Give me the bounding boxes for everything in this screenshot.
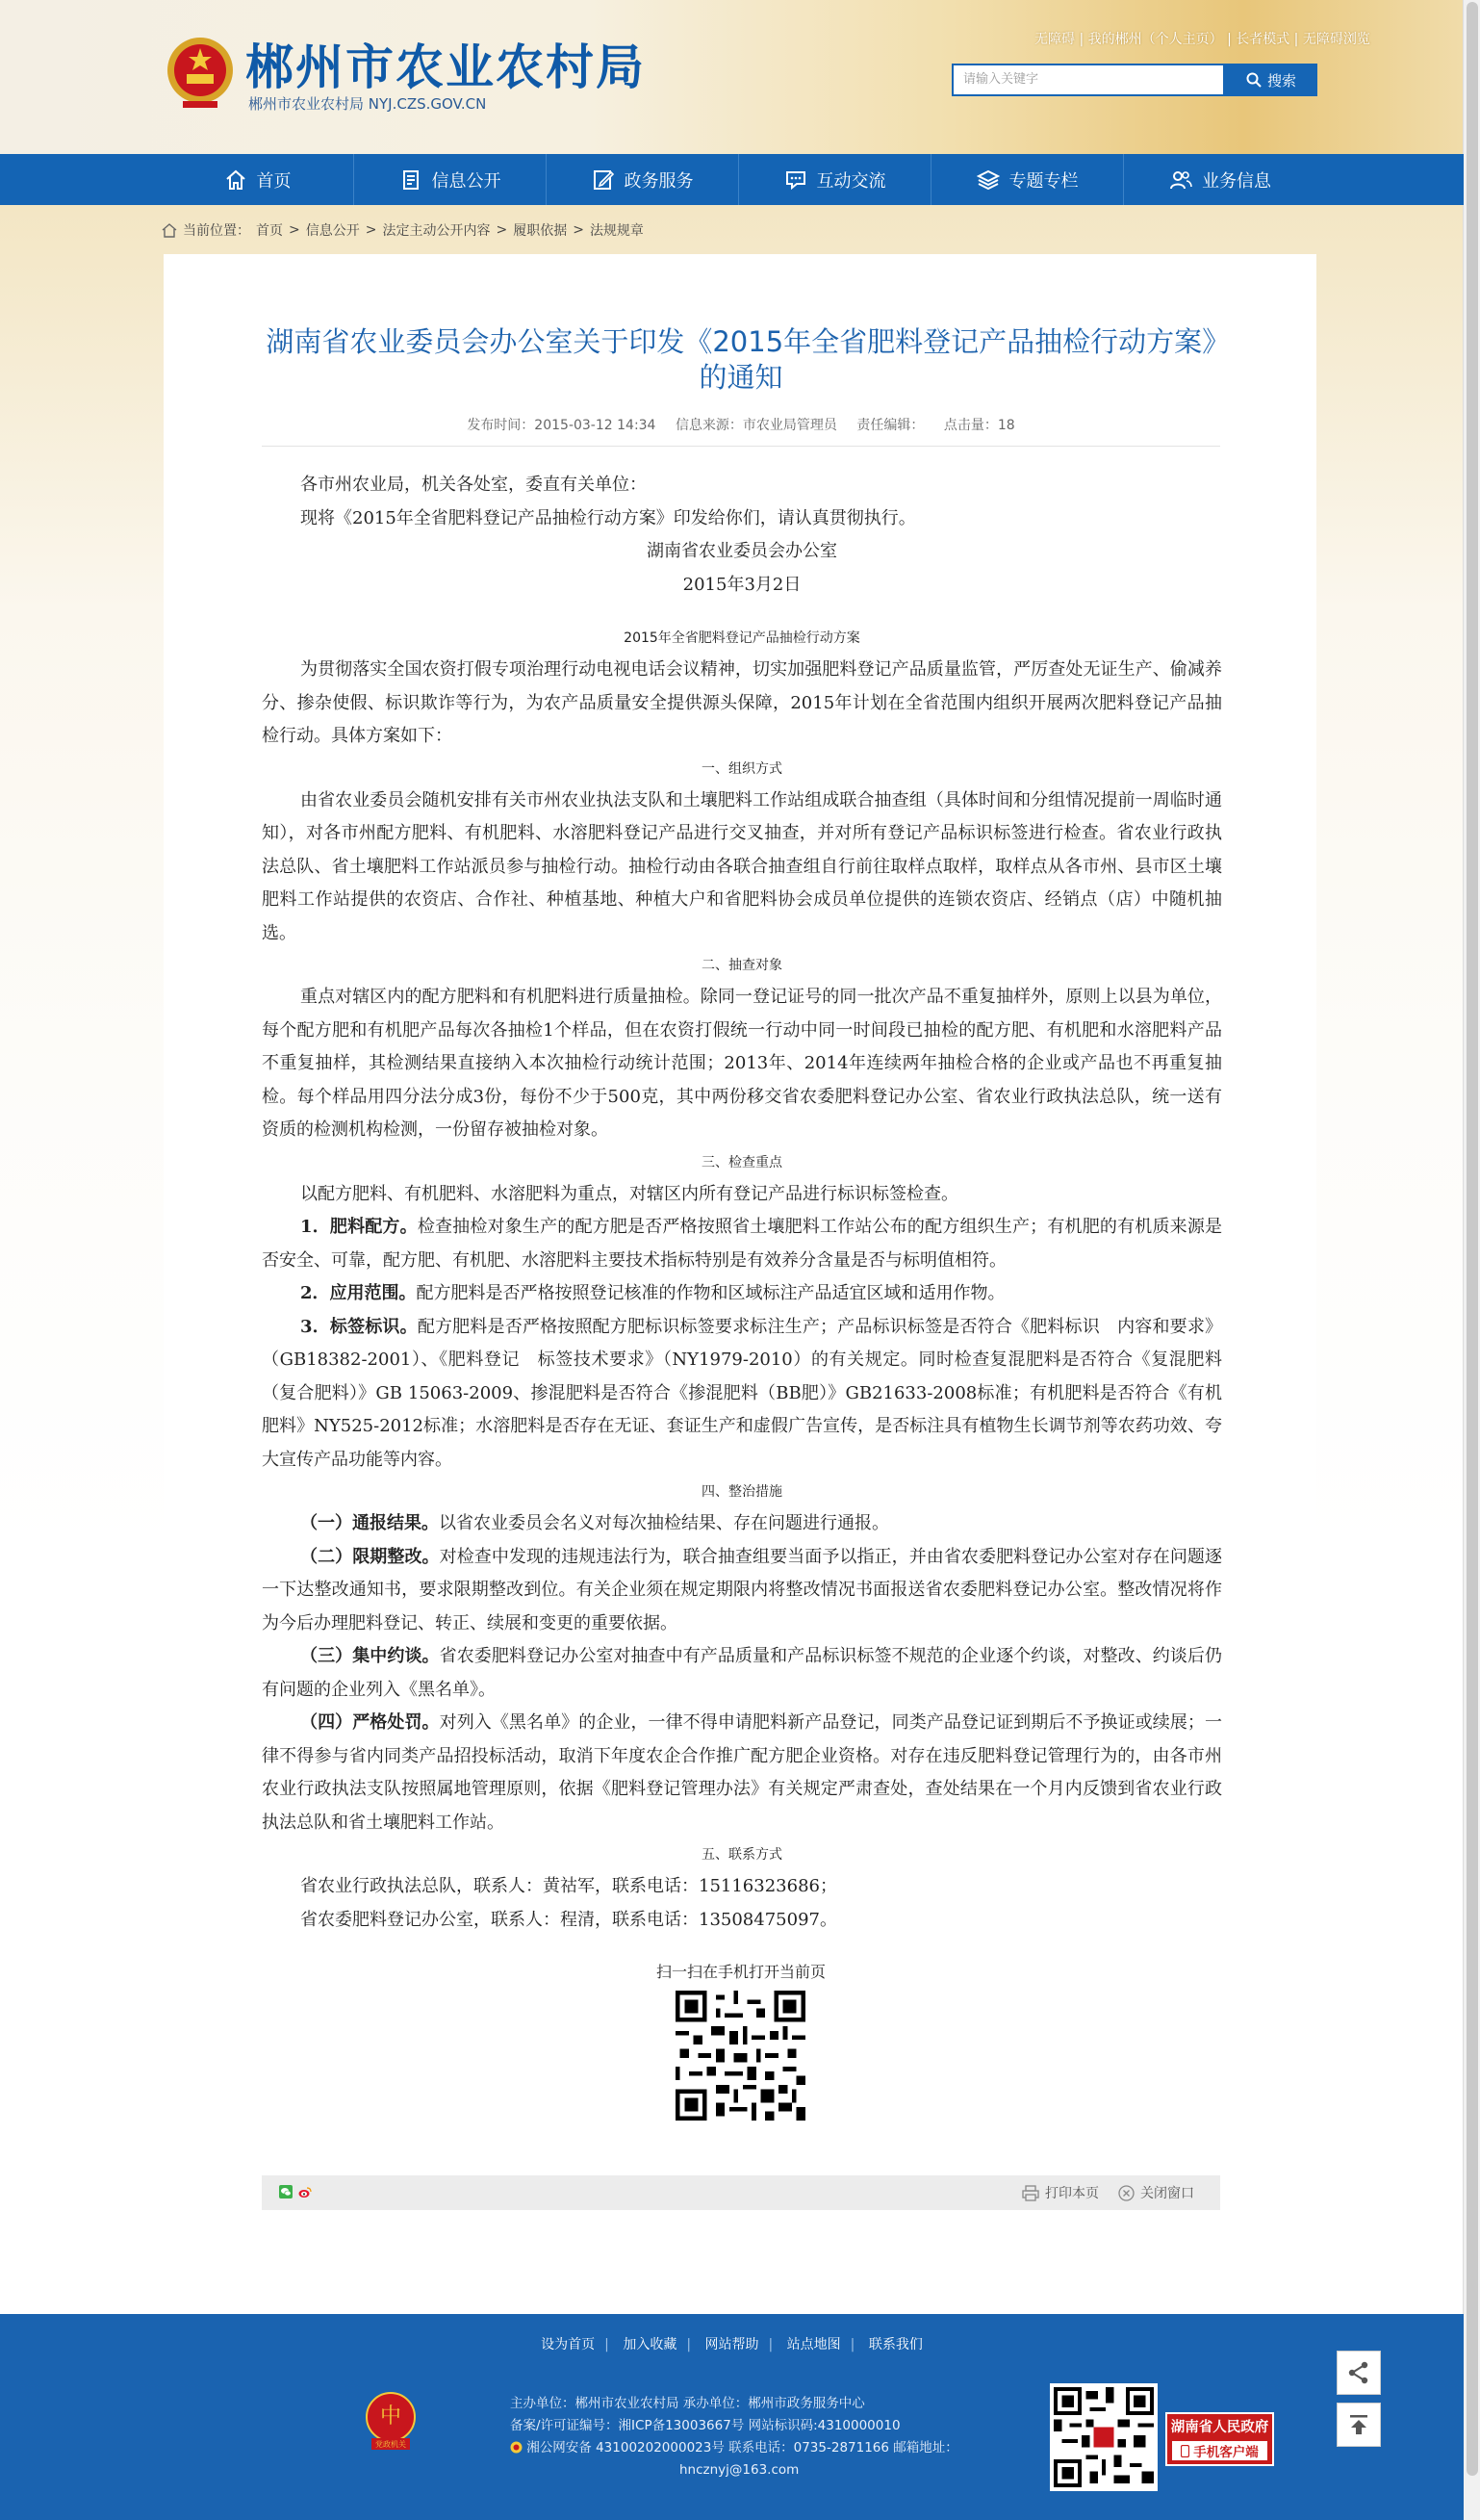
site-subtitle: 郴州市农业农村局 NYJ.CZS.GOV.CN [248, 95, 487, 113]
top-links[interactable]: 无障碍 | 我的郴州（个人主页） | 长者模式 | 无障碍浏览 [1034, 32, 1370, 47]
check-item-text: 配方肥料是否严格按照配方肥标识标签要求标注生产；产品标识标签是否符合《肥料标识 内容和要求》（GB18382-2001）、《肥料登记 标签技术要求》（NY1979-2010）的有关规定。同时检查复混肥料是否符合《复混肥料（复合肥料）》GB 15063-2009、掺混肥料是否符合《掺混肥料（BB肥）》GB21633-2008标准；有机肥料是否符合《有机肥料》NY525-2012标准；水溶肥料是否存在无证、套证生产和虚假广告宣传，是否标注具有植物生长调节剂等农药功效、夸大宣传产品功能等内容。 [262, 1316, 1223, 1470]
breadcrumb-separator: > [496, 222, 508, 238]
footer-police-text: 湘公网安备 43100202000023号 联系电话：0735-2871166 邮箱地址： [526, 2440, 958, 2456]
home-icon [224, 168, 247, 192]
nav-item-label: 政务服务 [624, 170, 694, 192]
article-title: 湖南省农业委员会办公室关于印发《2015年全省肥料登记产品抽检行动方案》的通知 [266, 325, 1216, 394]
share-icon [1346, 2360, 1371, 2385]
article-body [262, 469, 1222, 1937]
measure-item-label: （一）通报结果。 [300, 1513, 439, 1533]
spacer [262, 602, 1222, 623]
footer-link-homepage[interactable]: 设为首页 [541, 2337, 596, 2353]
gov-app-title: 湖南省人民政府 [1170, 2420, 1269, 2435]
close-window-button[interactable] [1118, 2183, 1194, 2202]
people-icon [1169, 168, 1192, 192]
back-to-top-button[interactable] [1337, 2403, 1381, 2447]
gov-app-subtitle [1172, 2441, 1267, 2460]
wechat-icon[interactable] [279, 2185, 293, 2199]
measure-item [262, 1541, 1222, 1641]
footer-separator: | [850, 2337, 855, 2353]
search-button[interactable] [1225, 64, 1317, 96]
close-circle-icon [1118, 2185, 1135, 2201]
section-paragraph: 重点对辖区内的配方肥料和有机肥料进行质量抽检。除同一登记证号的同一批次产品不重复抽样外，原则上以县为单位，每个配方肥和有机肥产品每次各抽检1个样品，但在农资打假统一行动中同一时间段已抽检的配方肥、有机肥和水溶肥料产品不重复抽样，其检测结果直接纳入本次抽检行动统计范围；2013年、2014年连续两年抽检合格的企业或产品也不再重复抽检。每个样品用四分法分成3份，每份不少于500克，其中两份移交省农委肥料登记办公室、省农业行政执法总队，统一送有资质的检测机构检测，一份留存被抽检对象。 [262, 987, 1222, 1140]
main-nav [0, 154, 1464, 205]
nav-item-info-disclosure[interactable] [354, 154, 547, 205]
footer-police [510, 2437, 991, 2459]
section-heading: 二、抽查对象 [702, 958, 782, 973]
home-icon [162, 223, 177, 238]
breadcrumb-item[interactable]: 履职依据 [513, 223, 568, 239]
footer-info [510, 2393, 991, 2481]
section-heading: 三、检查重点 [702, 1154, 782, 1170]
nav-item-label: 信息公开 [431, 170, 501, 192]
search-input[interactable]: 请输入关键字 [952, 64, 1225, 96]
footer-link-sitemap[interactable]: 站点地图 [786, 2337, 841, 2353]
nav-item-label: 首页 [256, 170, 292, 192]
measure-item-text: 省农委肥料登记办公室对抽查中有产品质量和产品标识标签不规范的企业逐个约谈，对整改、约谈后仍有问题的企业列入《黑名单》。 [262, 1646, 1223, 1700]
scrollbar-thumb[interactable] [1467, 2, 1478, 2476]
chat-icon [784, 168, 807, 192]
breadcrumb-prefix: 当前位置： [183, 223, 250, 239]
printer-icon [1022, 2185, 1039, 2201]
print-button[interactable] [1022, 2183, 1099, 2202]
nav-item-label: 业务信息 [1202, 170, 1271, 192]
measure-item-label: （三）集中约谈。 [300, 1646, 440, 1666]
footer-sponsor: 主办单位：郴州市农业农村局 承办单位：郴州市政务服务中心 [510, 2396, 865, 2411]
layers-icon [977, 168, 1000, 192]
breadcrumb-item[interactable]: 首页 [256, 223, 283, 239]
contact-line: 省农委肥料登记办公室，联系人：程清，联系电话：13508475097。 [300, 1909, 837, 1930]
measure-item-label: （四）严格处罚。 [300, 1712, 440, 1733]
responsible-editor: 责任编辑： [856, 418, 925, 433]
arrow-up-icon [1346, 2412, 1371, 2437]
nav-item-business-info[interactable] [1124, 154, 1316, 205]
print-label: 打印本页 [1045, 2186, 1099, 2201]
check-item-label: 2．应用范围。 [300, 1283, 417, 1303]
contact-line: 省农业行政执法总队，联系人：黄祜军，联系电话：15116323686； [300, 1876, 837, 1896]
divider [262, 446, 1220, 447]
party-government-badge-icon[interactable] [366, 2390, 416, 2450]
plan-intro: 为贯彻落实全国农资打假专项治理行动电视电话会议精神，切实加强肥料登记产品质量监管，严厉查处无证生产、偷减养分、掺杂使假、标识欺诈等行为，为农产品质量安全提供源头保障，2015年计划在全省范围内组织开展两次肥料登记产品抽检行动。具体方案如下： [262, 659, 1222, 746]
breadcrumb-separator: > [573, 222, 584, 238]
section-paragraph: 以配方肥料、有机肥料、水溶肥料为重点，对辖区内所有登记产品进行标识标签检查。 [300, 1183, 958, 1204]
measure-item-text: 以省农业委员会名义对每次抽检结果、存在问题进行通报。 [439, 1513, 889, 1533]
footer-separator: | [686, 2337, 692, 2353]
search-button-label: 搜索 [1266, 71, 1296, 90]
weibo-icon[interactable] [298, 2186, 312, 2199]
check-item [262, 1311, 1222, 1478]
breadcrumb-separator: > [365, 222, 377, 238]
nav-item-interaction[interactable] [739, 154, 931, 205]
check-item [262, 1211, 1222, 1277]
plan-title: 2015年全省肥料登记产品抽检行动方案 [624, 630, 860, 646]
close-label: 关闭窗口 [1140, 2186, 1194, 2201]
section-paragraph: 由省农业委员会随机安排有关市州农业执法支队和土壤肥料工作站组成联合抽查组（具体时间和分组情况提前一周临时通知），对各市州配方肥料、有机肥料、水溶肥料登记产品进行交叉抽查，并对所有登记产品标识标签进行检查。省农业行政执法总队、省土壤肥料工作站派员参与抽检行动。抽检行动由各联合抽查组自行前往取样点取样，取样点从各市州、县市区土壤肥料工作站提供的农资店、合作社、种植基地、种植大户和省肥料协会成员单位提供的连锁农资店、经销点（店）中随机抽选。 [262, 789, 1222, 943]
check-item [262, 1277, 1222, 1311]
click-count: 点击量：18 [943, 418, 1015, 433]
footer-links [0, 2334, 1464, 2353]
section-heading: 四、整治措施 [702, 1484, 782, 1500]
check-item-label: 3．标签标识。 [300, 1316, 418, 1337]
publish-time: 发布时间：2015-03-12 14:34 [467, 418, 656, 433]
check-item-label: 1．肥料配方。 [300, 1217, 418, 1237]
edit-icon [592, 168, 615, 192]
check-item-text: 配方肥料是否严格按照登记核准的作物和区域标注产品适宜区域和适用作物。 [416, 1283, 1006, 1303]
footer-separator: | [768, 2337, 774, 2353]
site-title[interactable]: 郴州市农业农村局 [245, 39, 646, 95]
section-heading: 一、组织方式 [702, 760, 782, 777]
measure-item-label: （二）限期整改。 [300, 1546, 440, 1567]
salutation: 各市州农业局，机关各处室，委直有关单位： [300, 475, 647, 495]
measure-item [262, 1707, 1222, 1839]
badge-text: 党政机关 [375, 2440, 406, 2449]
qr-label: 扫一扫在手机打开当前页 [655, 1963, 826, 1981]
footer-separator: | [604, 2337, 609, 2353]
measure-item-text: 对列入《黑名单》的企业，一律不得申请肥料新产品登记，同类产品登记证到期后不予换证或续展；一律不得参与省内同类产品招投标活动，取消下年度农企合作推广配方肥企业资格。对存在违反肥料登记管理行为的，由各市州农业行政执法支队按照属地管理原则，依据《肥料登记管理办法》有关规定严肃查处，查处结果在一个月内反馈到省农业行政执法总队和省土壤肥料工作站。 [262, 1712, 1223, 1833]
qr-code-icon [676, 1991, 805, 2121]
police-badge-icon [510, 2441, 523, 2454]
breadcrumb-item[interactable]: 法定主动公开内容 [382, 223, 491, 239]
measure-item [262, 1640, 1222, 1707]
article-meta [260, 415, 1222, 434]
breadcrumb-separator: > [289, 222, 300, 238]
mobile-phone-icon [1181, 2445, 1189, 2457]
measure-item-text: 对检查中发现的违规违法行为，联合抽查组要当面予以指正，并由省农委肥料登记办公室对存在问题逐一下达整改通知书，要求限期整改到位。有关企业须在规定期限内将整改情况书面报送省农委肥料登记办公室。整改情况将作为今后办理肥料登记、转正、续展和变更的重要依据。 [262, 1546, 1223, 1633]
svg-text:中: 中 [379, 2404, 402, 2429]
intro-paragraph: 现将《2015年全省肥料登记产品抽检行动方案》印发给你们，请认真贯彻执行。 [300, 507, 916, 528]
scrollbar[interactable] [1463, 0, 1480, 2520]
breadcrumb [162, 220, 644, 240]
search-icon [1246, 72, 1262, 88]
breadcrumb-item[interactable]: 信息公开 [305, 223, 360, 239]
section-heading: 五、联系方式 [702, 1847, 782, 1863]
footer-qr-code-icon [1050, 2383, 1158, 2491]
signature-org: 湖南省农业委员会办公室 [647, 541, 837, 561]
floating-share-button[interactable] [1337, 2351, 1381, 2395]
nav-item-gov-service[interactable] [547, 154, 739, 205]
nav-item-special-topics[interactable] [931, 154, 1124, 205]
gov-app-subtitle-text: 手机客户端 [1193, 2445, 1259, 2460]
measure-item [262, 1507, 1222, 1541]
footer-email[interactable]: hncznyj@163.com [679, 2462, 800, 2478]
breadcrumb-item[interactable]: 法规规章 [589, 223, 644, 239]
check-item-text: 检查抽检对象生产的配方肥是否严格按照省土壤肥料工作站公布的配方组织生产；有机肥的有机质来源是否安全、可靠，配方肥、有机肥、水溶肥料主要技术指标特别是有效养分含量是否与标明值相符。 [262, 1217, 1223, 1271]
nav-item-home[interactable] [162, 154, 354, 205]
footer-link-contact[interactable]: 联系我们 [868, 2337, 923, 2353]
signature-date: 2015年3月2日 [682, 574, 802, 595]
document-icon [399, 168, 422, 192]
info-source: 信息来源：市农业局管理员 [675, 418, 837, 433]
footer-icp[interactable]: 备案/许可证编号：湘ICP备13003667号 网站标识码:4310000010 [510, 2418, 901, 2433]
footer-link-help[interactable]: 网站帮助 [704, 2337, 759, 2353]
nav-item-label: 专题专栏 [1008, 170, 1079, 192]
nav-item-label: 互动交流 [816, 170, 886, 192]
footer-link-favorite[interactable]: 加入收藏 [623, 2337, 677, 2353]
national-emblem-icon [164, 34, 237, 111]
